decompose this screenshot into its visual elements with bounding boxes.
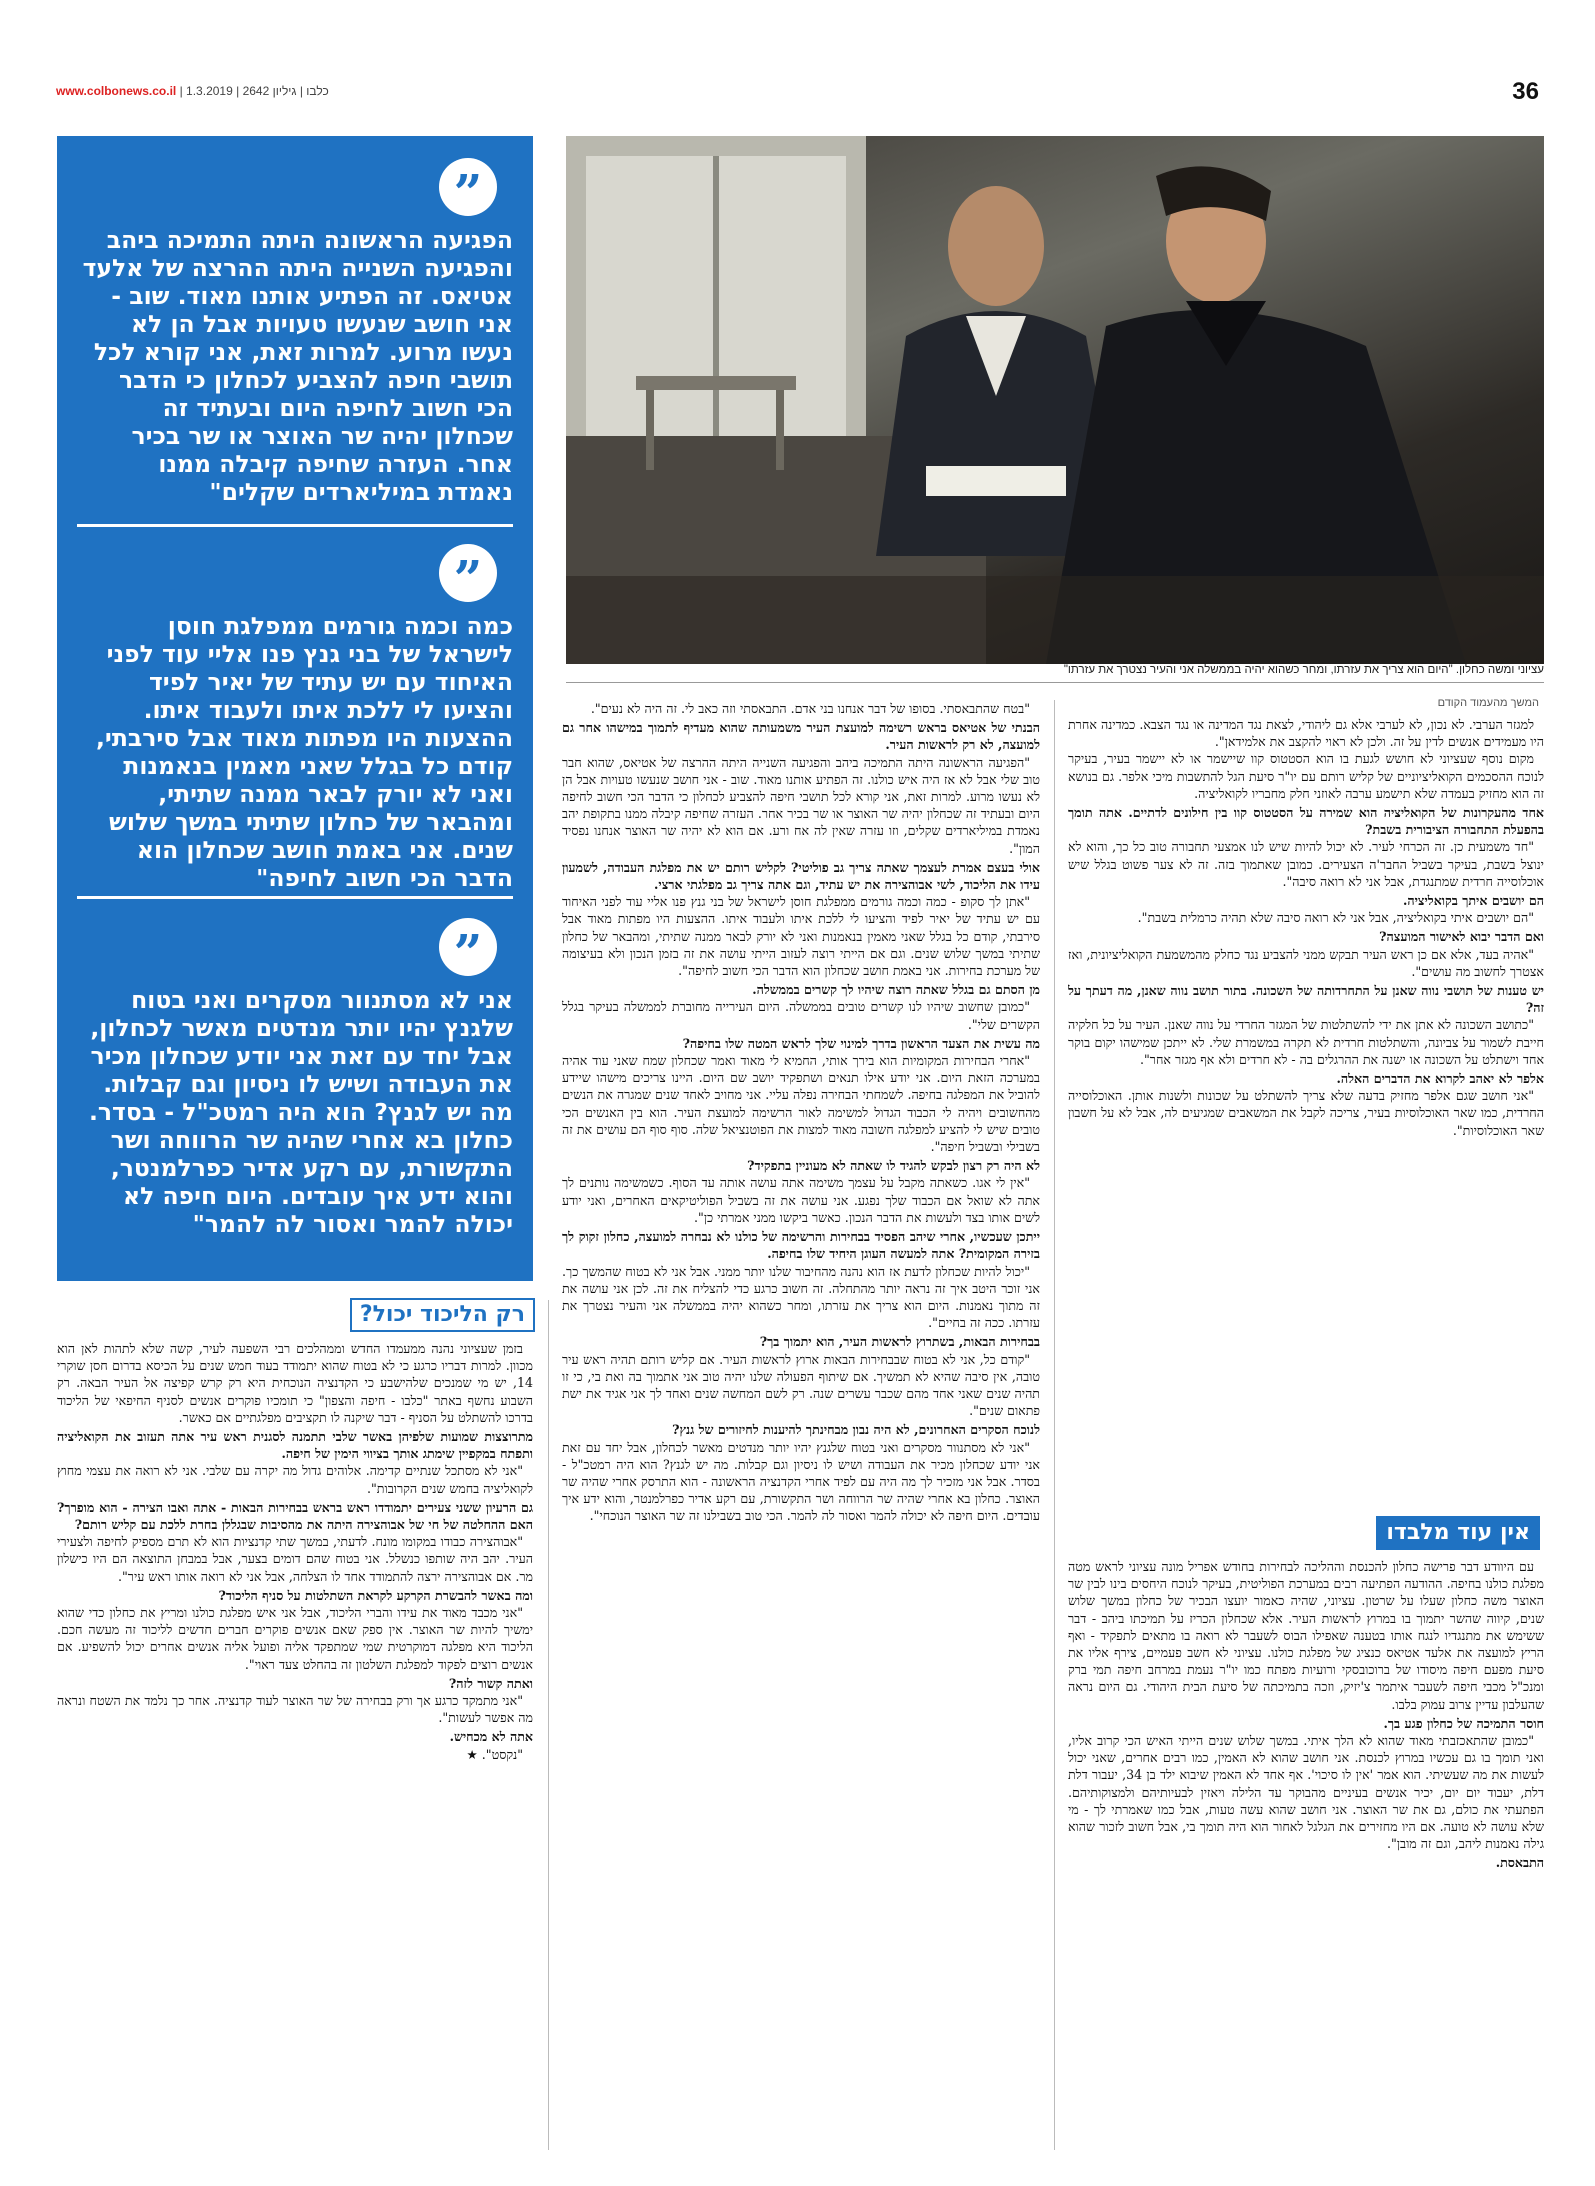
interview-question: אלפר לא יאהב לקרוא את הדברים האלה. (1336, 1071, 1544, 1087)
site-url[interactable]: www.colbonews.co.il (56, 84, 177, 98)
subhead-likud: רק הליכוד יכול? (350, 1298, 535, 1332)
interview-question: הבנתי של אטיאס בראש רשימה למועצת העיר משמעותה שהוא מעדיף לתמוך במישהו אחר גם למועצה, לא רק לראשות העיר. (562, 720, 1040, 753)
divider (77, 524, 513, 527)
paragraph: "הם יושבים איתי בקואליציה, אבל אני לא רואה סיבה שלא תהיה כרמלית בשבת". (1137, 910, 1534, 926)
article-photo (566, 136, 1544, 664)
interview-question: בבחירות הבאות, בשתרוץ לראשות העיר, הוא יתמוך בך? (759, 1334, 1040, 1350)
paragraph: "כמובן שחשוב שיהיו לנו קשרים טובים בממשלה. היום העירייה מחוברת לממשלה בעיקר בגלל הקשרים שלי". (562, 999, 1040, 1032)
pull-quote-2: כמה וכמה גורמים ממפלגת חוסן לישראל של בני גנץ פנו אליי עוד לפני האיחוד עם יש עתיד של יאיר לפיד והציעו לי ללכת איתו ולעבוד איתו. ההצעות היו מפתות מאוד אבל סירבתי, קודם כל בגלל שאני מאמין בנאמנות ואני לא יורק לבאר ממנה שתיתי, ומהבאר של כחלון שתיתי במשך שלוש שנים. אני באמת חושב שכחלון הוא הדבר הכי חשוב לחיפה" (96, 612, 513, 892)
interview-question: יש טענות של תושבי נווה שאנן על התחרדותה של השכונה. בתור תושב נווה שאנן, מה דעתך על זה? (1068, 983, 1544, 1016)
photo-illustration (566, 136, 1544, 664)
page-header (56, 78, 1539, 108)
paragraph: עם היוודע דבר פרישה כחלון להכנסת וההליכה לבחירות בחודש אפריל מונה עציוני לראש מטה מפלגת כולנו בחיפה. ההודעה הפתיעה רבים במערכת הפוליטית, בעיקר לנוכח היחסים בינו לבין שר האוצר משה כחלון שעלו על שרטון. עציוני, שהיה כאמור יועצו הבכיר של כחלון במשך שלוש שנים, קיווה שהשר יתמוך בו במרוץ לראשות העיר. אלא שכחלון הכריז על תמיכתו ביהב - דבר ששימש את מתנגדיו לנגח אותו בטענה שאפילו הבוס לשעבר לא רואה בו מתאים לתפקיד - ואף הריץ למועצה את אלעד אטיאס כנציג של מפלגת כולנו. עציוני לא חשב פעמיים, צירף אליו את סיעת מפעם חיפה מיסודו של ברוכובסקי ורועיות מפתח כמו יו"ר נעמת במרחב חיפה תמי ברק ומנכ"ל מכבי חיפה לשעבר איתמר צ'יזיק, וזכה בתמיכתה של סיעת הבית היהודי. גם היום נראה שהעלבון עדיין צרוב עמוק בלבו. (1068, 1559, 1544, 1712)
paragraph: "קודם כל, אני לא בטוח שבבחירות הבאות ארוץ לראשות העיר. אם קליש רותם תהיה ראש עיר טובה, אין סיבה שהיא לא תמשיך. אם שיתוף הפעולה שלנו יהיה טוב אני אתמוך בה ואת בי, כי זו תהיה שנים שאני אחד מהם שכבר עשרים שנה. רק לשם המחשה שנים ואחד לך אני אגיד את ישת פתאום שנים". (562, 1351, 1040, 1419)
paragraph: "אבוהצירה כבודו במקומו מונח. לדעתי, במשך שתי קדנציות הוא לא תרם מספיק לחיפה ולצעירי העיר. יהב היה שותפו כנשלל. אני בטוח שהם דומים בצער, אבל במבחן התוצאה הם היו כישלון מר. אם אבוהצירה ירצה להתמודד אחד לו הצלחה, אבל אני לא רואה אותו ראש עיר". (57, 1534, 533, 1584)
masthead-info (56, 84, 329, 98)
pull-quote-panel (57, 136, 533, 1281)
interview-question: התבאסת. (1495, 1855, 1544, 1871)
interview-question: לנוכח הסקרים האחרונים, לא היה נבון מבחינתך להיענות לחיזורים של גנץ? (672, 1422, 1040, 1438)
interview-question: חוסר התמיכה של כחלון פגע בך. (1383, 1715, 1544, 1731)
article-column-left (57, 1340, 533, 2158)
issue-meta: | כלבו | גיליון 2642 | 1.3.2019 (179, 84, 329, 98)
interview-question: אחד מהעקרונות של הקואליציה הוא שמירה על הסטטוס קוו בין חילונים לדתיים. אתה תומך בהפעלת התחבורה הציבורית בשבת? (1068, 805, 1544, 838)
interview-question: ואם הדבר יבוא לאישור המועצה? (1379, 929, 1544, 945)
paragraph: "נקסט". ★ (466, 1746, 523, 1762)
paragraph: "אין לי אגו. כשאתה מקבל על עצמך משימה אתה עושה אותה עד הסוף. כשמשימה נותנים לך אתה לא שואל אם הכבוד שלך נפגע. אני עושה את זה בשביל הפוליטיקאים האחרים, ואני יודע לשים אותו בצד ולעשות את הדבר הנכון. כאשר ביקשו ממני אמרתי כן". (562, 1175, 1040, 1225)
column-divider (548, 1300, 549, 2150)
interview-question: ואתה קשור לזה? (448, 1675, 533, 1691)
interview-question: הם יושבים איתך בקואליציה. (1402, 893, 1544, 909)
article-column-right-top (1068, 716, 1544, 1506)
page-number: 36 (1512, 78, 1539, 105)
article-column-middle (562, 700, 1040, 2158)
interview-question: מתרוצצות שמועות שלפיהן באשר שלבי תתמנה לסגנית ראש עיר אתה תעזוב את הקואליציה ותפתח במקפיין שימתג אותך בציווי הימין של חיפה. (57, 1429, 533, 1462)
paragraph: "אני מכבד מאוד את עידו והברי הליכוד, אבל אני איש מפלגת כולנו ומריץ את כחלון כדי שהוא ימשיך להיות שר האוצר. אין ספק שאם אנשים פוקרים חברים חדשים לליכוד זה מעשה חכם. הליכוד היא מפלגה דמוקרטית שמי שמתפקד אליה ופועל אליה אנשים אחרים יכול להשפיע. אם אנשים רוצים לפקוד למפלגת השלטון זה בהחלט צעד ראוי". (57, 1605, 533, 1672)
paragraph: "אהיה בעד, אלא אם כן ראש העיר תבקש ממני להצביע נגד כחלק מהמשמעת הקואליציונית, ואז אצטרך לחשוב מה עושים". (1068, 946, 1544, 979)
column-paragraphs (1068, 716, 1544, 1139)
column-paragraphs (562, 700, 1040, 1525)
column-paragraphs (1068, 1558, 1544, 1872)
paragraph: "אני מתמקד כרגע אך ורק בבחירה של שר האוצר לעוד קדנציה. אחר כך נלמד את השטח ונראה מה אפשר לעשות". (57, 1693, 533, 1726)
paragraph: "בטח שהתבאסתי. בסופו של דבר אנחנו בני אדם. התבאסתי וזה כאב לי. זה היה לא נעים". (590, 701, 1030, 716)
paragraph: מקום נוסף שעציוני לא חושש לגעת בו הוא הסטטוס קוו שיישמר או לא יישמר בעיר, בעיקר לנוכח ההסכמים הקואליציוניים של קליש רותם עם יו"ר סיעת הגל להתשבות מיכי אלפר. גם בנושא זה הוא מחזיק בעמדה שלא תישמע ערבה לאוזני חלק מחבריו לקואליציה. (1068, 751, 1544, 801)
paragraph: "יכול להיות שכחלון לדעת אז הוא נהנה מהחיבור שלנו יותר ממני. אבל אני לא בטוח שהמשך כך. אני זוכר היטב איך זה נראה יותר מהתחלה. זה חשוב כרגע כדי להצליח את זה. לכן אני עושה את זה מתוך נאמנות. היום הוא צריך את עזרתו, ומחר כשהוא יהיה בממשלה אני והעיר נצטרך את עזרתו. ככה זה בחיים". (562, 1263, 1040, 1331)
paragraph: "אחרי הבחירות המקומיות הוא בירך אותי, החמיא לי מאוד ואמר שכחלון שמח שאני עוד אהיה במערכה הזאת היום. אני יודע אילו תנאים ושתפקיד יושב שם היום. היינו צריכים מישהו שיידע להוביל את המפלגה בחיפה. לשמחתי הבחירה נפלה עליי. אני מחויב לאחד שנים שמגרה את הנשים מהחשובים ויהיה לי הכבוד הגדול למשימה לאור הרשימה למועצת העיר. הוא בין האנשים הכי טובים שיש לי להציע למפלגה חשובה מאוד למצות את הפוטנציאל שלה. סוף סוף הם עושים את זה בשבילי ובשביל חיפה". (562, 1053, 1040, 1155)
paragraph: "אני לא מסתנוור מסקרים ואני בטוח שלגנץ יהיו יותר מנדטים מאשר לכחלון, אבל יחד עם זאת אני יודע שכחלון מכיר את העבודה ושיש לו ניסיון וגם קבלות. מה יש לגנץ? הוא היה רמטכ"ל - בסדר. אבל אני מזכיר לך מה היה עם לפיד אחרי הקדנציה הראשונה - הוא התרסק אחרי שהיה שר האוצר. כחלון בא אחרי שהיה שר הרווחה ושר התקשורת, עם רקע אדיר כפרלמנטר, והוא ידע איך עובדים. היום חיפה לא יכולה להמר ואסור לה להמר. הכי טוב בשבילנו זה שר האוצר הנוכחי". (562, 1439, 1040, 1524)
paragraph: בזמן שעציוני נהנה ממעמדו החדש וממהלכים רבי השפעה לעיר, קשה שלא לתהות לאן הוא מכוון. למרות דבריו כרגע כי לא בטוח שהוא יתמודד בעוד חמש שנים על הכיסא בדרום חסן שוקרי 14, יש מי שמנכים שלהישבע כי הקדנציה הנוכחית היא רק קרש קפיצה אל העיר הבאה. רק השבוע נחשף באתר "כלבו - חיפה והצפון" כי תומכיו פוקרים אנשים לסניף החיפאי של הליכוד בדרכו להשתלט על הסניף - דבר שיקנה לו תקציבים מפלגתיים אם כאשר. (57, 1341, 533, 1425)
interview-question: גם הרעיון ששני צעירים יתמודדו ראש בראש בבחירות הבאות - אתה ואבו הצירה - הוא מופרך? האם ההחלטה של חי של אבוהצירה היתה את מהסיבות שבגללן בחרת ללכת עם קליש רותם? (57, 1499, 533, 1533)
column-paragraphs (57, 1340, 533, 1763)
pull-quote-3: אני לא מסתנוור מסקרים ואני בטוח שלגנץ יהיו יותר מנדטים מאשר לכחלון, אבל יחד עם זאת אני יודע שכחלון מכיר את העבודה ושיש לו ניסיון וגם קבלות. מה יש לגנץ? הוא היה רמטכ"ל - בסדר. כחלון בא אחרי שהיה שר הרווחה ושר התקשורת, עם רקע אדיר כפרלמנטר, והוא ידע איך עובדים. היום חיפה לא יכולה להמר ואסור לה להמר" (88, 986, 513, 1238)
paragraph: "אני לא מסתכל שנתיים קדימה. אלוהים גדול מה יקרה עם שלבי. אני לא רואה את עצמי מחוץ לקואליציה בחמש שנים הקרובות". (57, 1463, 533, 1496)
paragraph: "הפגיעה הראשונה היתה התמיכה ביהב והפגיעה השנייה היתה ההרצה של אטיאס, שהוא חבר טוב שלי אבל לא אז היה איש כולנו. זה הפתיע אותנו מאוד. שוב - אני חושב שנעשו טעויות אבל הן לא נעשו מרוע. למרות זאת, אני קורא לכל תושבי חיפה להצביע לכחלון כי הדבר הכי חשוב לחיפה היום ובעתיד זה שכחלון יהיה שר האוצר או שר בכיר אחר. העזרה שחיפה קיבלה ממנו בתקופת יהב נאמדת במיליארדים שקלים, וזו עזרה שאין לה אח ורע. אם הוא לא יהיה שר האוצר אנחנו נפסיד המון". (562, 754, 1040, 856)
interview-question: מן הסתם גם בגלל שאתה רוצה שיהיו לך קשרים בממשלה. (752, 982, 1040, 998)
quote-icon: ” (439, 544, 497, 602)
paragraph: "כמובן שהתאכזבתי מאוד שהוא לא הלך איתי. במשך שלוש שנים הייתי האיש הכי קרוב אליו, ואני תומך בו גם עכשיו במרוץ לכנסת. אני חושב שהוא לא האמין, כמו רבים אחרים, שאני יכול לעשות את מה שעשיתי. הוא אמר 'אין לו סיכוי'. אף אחד לא האמין שיבוא ילד בן 34, יעבור דלת דלת, יעבוד יום יום, יכיר אנשים בעיניים מהבוקר עד הלילה ויאזין לבעיותיהם ולמצוקותיהם. הפתעתי את כולם, גם את שר האוצר. אני חושב שהוא עשה טעות, אבל כמו שאמרתי לך - מי שלא עושה לא טועה. אם היו מחזירים את הגלגל לאחור הוא היה תומך בי, אבל חשוב לזכור שהוא גילה נאמנות ליהב, וגם זה מובן". (1068, 1733, 1544, 1852)
interview-question: אולי בעצם אמרת לעצמך שאתה צריך גב פוליטי? לקליש רותם יש את מפלגת העבודה, לשמעון עידו את הליכוד, לשי אבוהצירה את יש עתיד, וגם אתה צריך גב מפלגתי ארצי. (562, 859, 1040, 893)
paragraph: "אתן לך סקופ - כמה וכמה גורמים ממפלגת חוסן לישראל של בני גנץ פנו אליי עוד לפני האיחוד עם יש עתיד של יאיר לפיד והציעו לי ללכת איתו ולעבוד איתו. ההצעות היו מפתות מאוד אבל סירבתי, קודם כל בגלל שאני מאמין בנאמנות ואני לא יורק לבאר ממנה שתיתי, ומהבאר של כחלון שתיתי במשך שלוש שנים. וגם אם הייתי רוצה לעזוב הייתי עושה את זה בזמן הנכון ולא בעיצומה של מערכת בחירות. אני באמת חושב שכחלון הוא הדבר הכי חשוב לחיפה". (562, 894, 1040, 979)
column-divider (1054, 700, 1055, 2150)
divider (77, 896, 513, 899)
paragraph: למגזר הערבי. לא נכון, לא לערבי אלא גם ליהודי, לצאת נגד המדינה או נגד הצבא. כמדינה אחרת היו מעמידים אנשים לדין על זה. ולכן לא ראוי להקצב את אלמידאן". (1068, 717, 1544, 750)
quote-icon: ” (439, 918, 497, 976)
paragraph: "אני חושב שגם אלפר מחזיק בדעה שלא צריך להשתלט על שכונות ולשנות אותן. האוכלוסייה החרדית, כמו שאר האוכלוסיות בעיר, צריכה לקבל את המשאבים שמגיעים לה, אבל לא על חשבון שאר האוכלוסיות". (1068, 1088, 1544, 1138)
interview-question: ומה באשר להבשרת הקרקע לקראת השתלטות על סניף הליכוד? (218, 1587, 533, 1603)
article-column-right-bottom (1068, 1558, 1544, 2158)
pull-quote-1: הפגיעה הראשונה היתה התמיכה ביהב והפגיעה השנייה היתה ההרצה של אלעד אטיאס. זה הפתיע אותנו מאוד. שוב - אני חושב שנעשו טעויות אבל הן לא נעשו מרוע. למרות זאת, אני קורא לכל תושבי חיפה להצביע לכחלון כי הדבר הכי חשוב לחיפה היום ובעתיד זה שכחלון יהיה שר האוצר או שר בכיר אחר. העזרה שחיפה קיבלה ממנו נאמדת במיליארדים שקלים" (82, 226, 513, 506)
paragraph: "כתושב השכונה לא אתן את ידי להשתלטות של המגזר החרדי על נווה שאנן. העיר על כל חלקיה חייבת לשמור על צביונה, והשתלטות חרדית לא תקרה במשמרת שלי. לא ייתכן שמישהו יקום בוקר אחד וישתלט על השכונה או ישנה את ההרגלים בה - לא חרדים ולא אף מגזר אחר". (1068, 1017, 1544, 1067)
interview-question: ייתכן שעכשיו, אחרי שיהב הפסיד בבחירות והרשימה של כולנו לא נבחרה למועצה, כחלון זקוק לך בזירה המקומית? אתה למעשה העוגן היחיד שלו בחיפה. (562, 1229, 1040, 1262)
continued-label: המשך מהעמוד הקודם (1437, 697, 1539, 709)
interview-question: מה עשית את הצעד הראשון בדרך למינוי שלך לראש המטה שלו בחיפה? (682, 1035, 1040, 1051)
interview-question: לא היה רק רצון לבקש להגיד לו שאתה לא מעוניין בתפקיד? (747, 1158, 1040, 1174)
photo-caption: עציוני ומשה כחלון. "היום הוא צריך את עזרתו, ומחר כשהוא יהיה בממשלה אני והעיר נצטרך את עזרתו" (566, 664, 1544, 683)
paragraph: "חד משמעית כן. זה הכרחי לעיר. לא יכול להיות שיש לנו אמצעי תחבורה טוב כל כך, והוא לא ינוצל בשבת, בעיקר בשביל החבר'ה הצעירים. כמובן שאתמוך בזה. זה לא צער פשוט בגלל שיש אוכלוסייה חרדית שמתנגדת, אבל אני לא רואה סיבה". (1068, 839, 1544, 889)
quote-icon: ” (439, 158, 497, 216)
subhead-no-other: אין עוד מלבדו (1376, 1516, 1540, 1550)
interview-question: אתה לא מכחיש. (449, 1729, 533, 1745)
